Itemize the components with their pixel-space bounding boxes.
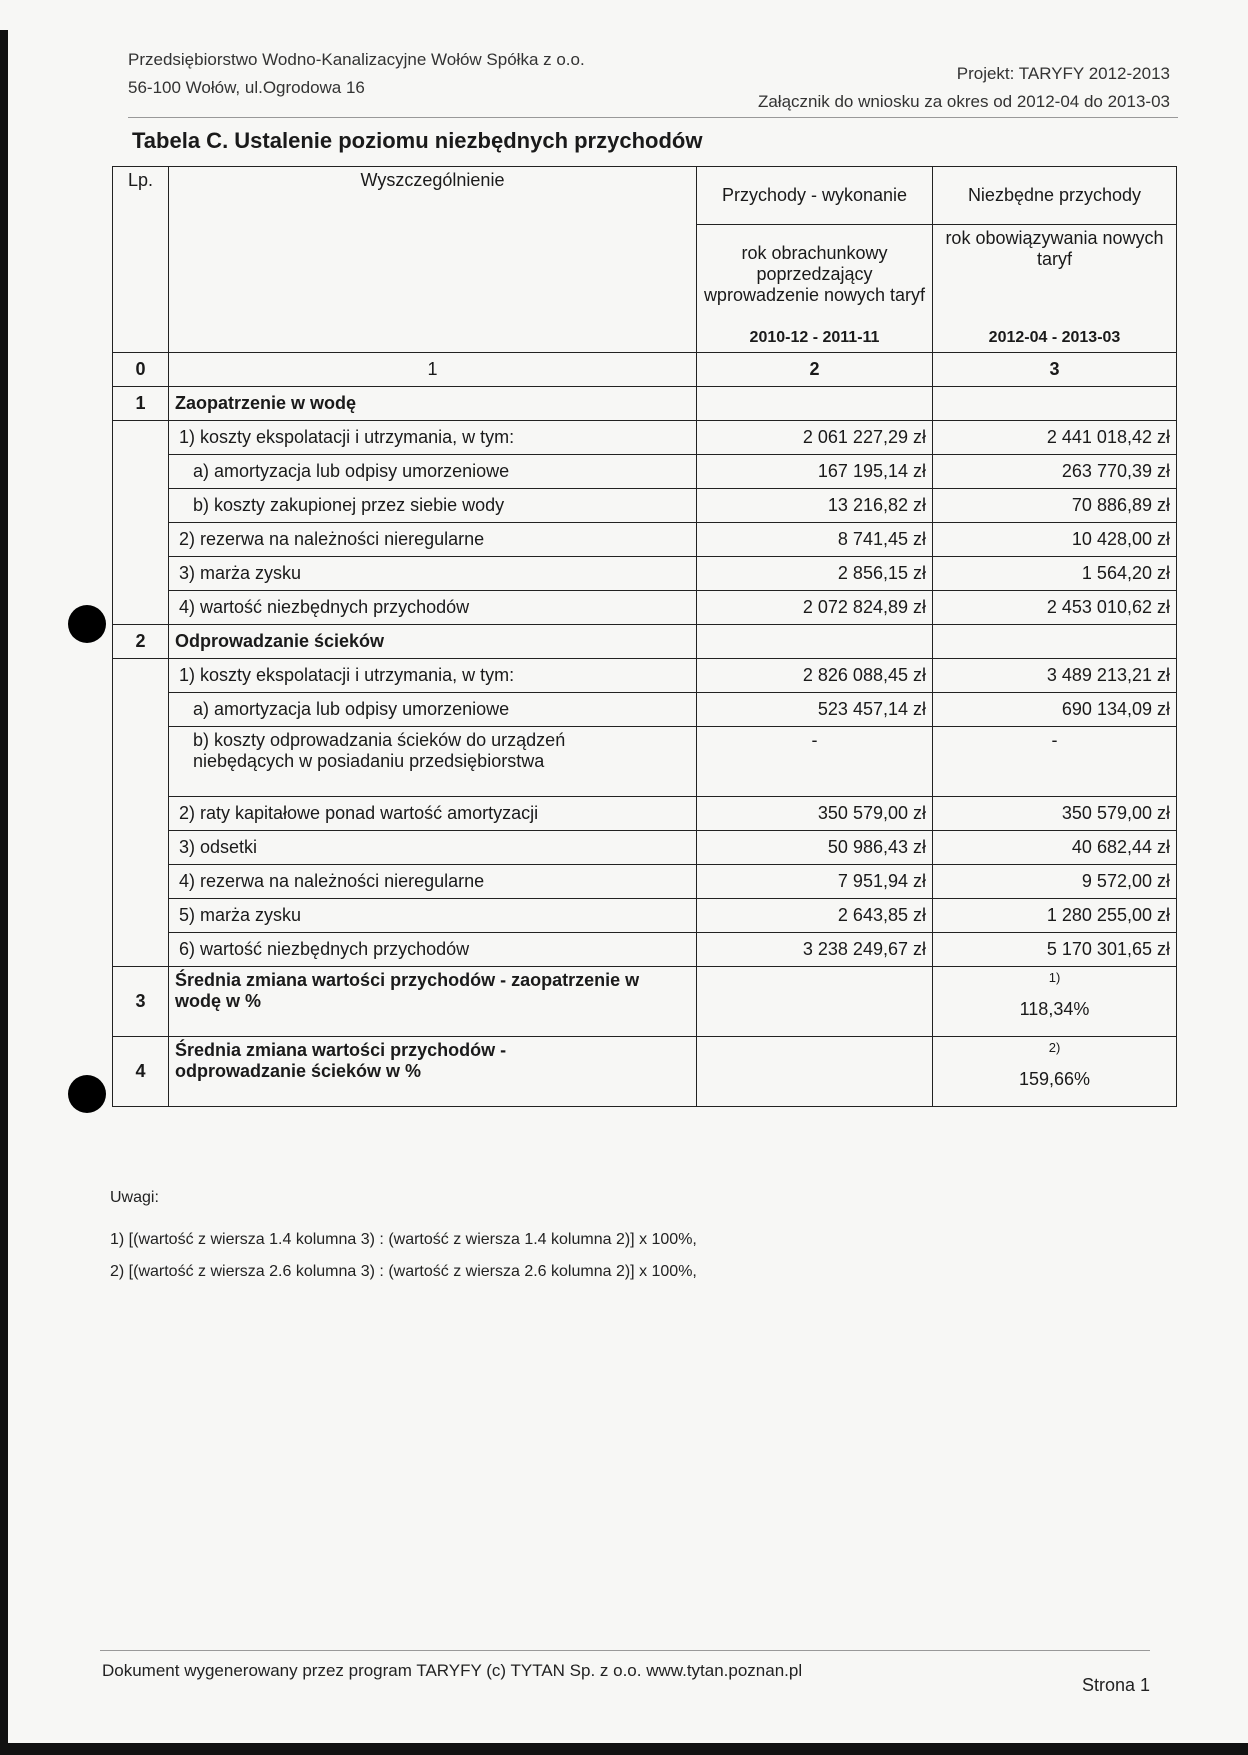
table-row xyxy=(113,557,1177,591)
value-exec: 50 986,43 zł xyxy=(697,831,933,865)
lp-spacer xyxy=(113,421,169,625)
row-label: 3) odsetki xyxy=(169,831,697,865)
row-label: 4) rezerwa na należności nieregularne xyxy=(169,865,697,899)
value-exec: 2 643,85 zł xyxy=(697,899,933,933)
period-need: 2012-04 - 2013-03 xyxy=(933,325,1177,353)
value-exec: 2 826 088,45 zł xyxy=(697,659,933,693)
table-row xyxy=(113,831,1177,865)
summary-lp: 3 xyxy=(113,967,169,1037)
header-rule xyxy=(128,117,1178,118)
footer-generated: Dokument wygenerowany przez program TARYFY (c) TYTAN Sp. z o.o. www.tytan.poznan.pl xyxy=(102,1661,803,1680)
row-label: 5) marża zysku xyxy=(169,899,697,933)
company-name: Przedsiębiorstwo Wodno-Kanalizacyjne Wołów Spółka z o.o. xyxy=(128,50,585,69)
value-need: 2 441 018,42 zł xyxy=(933,421,1177,455)
col-need-subheader: rok obowiązywania nowych taryf xyxy=(933,225,1177,325)
value-need: 9 572,00 zł xyxy=(933,865,1177,899)
row-label: b) koszty zakupionej przez siebie wody xyxy=(169,489,697,523)
col-need-header: Niezbędne przychody xyxy=(933,167,1177,225)
row-label: 2) raty kapitałowe ponad wartość amortyzacji xyxy=(169,797,697,831)
value-exec: 2 061 227,29 zł xyxy=(697,421,933,455)
value-need: 1 280 255,00 zł xyxy=(933,899,1177,933)
row-label: a) amortyzacja lub odpisy umorzeniowe xyxy=(169,455,697,489)
row-label: 2) rezerwa na należności nieregularne xyxy=(169,523,697,557)
value-exec: 3 238 249,67 zł xyxy=(697,933,933,967)
value-need: - xyxy=(933,727,1177,797)
value-need: 263 770,39 zł xyxy=(933,455,1177,489)
summary-value: 118,34% xyxy=(1019,999,1090,1019)
period-exec: 2010-12 - 2011-11 xyxy=(697,325,933,353)
colnum-0: 0 xyxy=(113,353,169,387)
table-row xyxy=(113,693,1177,727)
footnote-ref: 2) xyxy=(1048,1040,1061,1055)
row-label: 1) koszty ekspolatacji i utrzymania, w tym: xyxy=(169,659,697,693)
colnum-1: 1 xyxy=(169,353,697,387)
value-exec: - xyxy=(697,727,933,797)
attachment-period: Załącznik do wniosku za okres od 2012-04 do 2013-03 xyxy=(757,92,1170,111)
section-row-water xyxy=(113,387,1177,421)
value-exec: 8 741,45 zł xyxy=(697,523,933,557)
page-number: Strona 1 xyxy=(1081,1675,1150,1695)
row-label: 3) marża zysku xyxy=(169,557,697,591)
punch-hole xyxy=(68,605,106,643)
colnum-3: 3 xyxy=(933,353,1177,387)
notes-heading: Uwagi: xyxy=(110,1189,159,1206)
table-row xyxy=(113,489,1177,523)
value-need: 10 428,00 zł xyxy=(933,523,1177,557)
value-need: 350 579,00 zł xyxy=(933,797,1177,831)
section-lp: 2 xyxy=(113,625,169,659)
row-label: a) amortyzacja lub odpisy umorzeniowe xyxy=(169,693,697,727)
value-need: 2 453 010,62 zł xyxy=(933,591,1177,625)
footnote-ref: 1) xyxy=(1048,970,1061,985)
scan-edge-left xyxy=(0,30,8,1755)
col-exec-subheader: rok obrachunkowy poprzedzający wprowadzenie nowych taryf xyxy=(697,225,933,325)
table-row xyxy=(113,899,1177,933)
summary-label: Średnia zmiana wartości przychodów - odprowadzanie ścieków w % xyxy=(169,1037,697,1107)
row-label: 6) wartość niezbędnych przychodów xyxy=(169,933,697,967)
lp-spacer xyxy=(113,659,169,967)
project-name: Projekt: TARYFY 2012-2013 xyxy=(956,64,1170,83)
company-address: 56-100 Wołów, ul.Ogrodowa 16 xyxy=(128,78,365,97)
summary-row-sewage xyxy=(113,1037,1177,1107)
table-row xyxy=(113,455,1177,489)
summary-row-water xyxy=(113,967,1177,1037)
col-exec-header: Przychody - wykonanie xyxy=(697,167,933,225)
section-label: Odprowadzanie ścieków xyxy=(169,625,697,659)
col-desc-header: Wyszczególnienie xyxy=(169,167,697,353)
value-need: 3 489 213,21 zł xyxy=(933,659,1177,693)
column-number-row xyxy=(113,353,1177,387)
value-need: 70 886,89 zł xyxy=(933,489,1177,523)
value-exec: 2 072 824,89 zł xyxy=(697,591,933,625)
note-2: 2) [(wartość z wiersza 2.6 kolumna 3) : (wartość z wiersza 2.6 kolumna 2)] x 100%, xyxy=(110,1263,697,1280)
summary-label: Średnia zmiana wartości przychodów - zaopatrzenie w wodę w % xyxy=(169,967,697,1037)
table-row xyxy=(113,865,1177,899)
table-row xyxy=(113,591,1177,625)
value-need: 1 564,20 zł xyxy=(933,557,1177,591)
col-lp-header: Lp. xyxy=(113,167,169,353)
revenue-table xyxy=(112,166,1177,1107)
value-exec: 7 951,94 zł xyxy=(697,865,933,899)
value-need: 5 170 301,65 zł xyxy=(933,933,1177,967)
section-lp: 1 xyxy=(113,387,169,421)
table-row xyxy=(113,659,1177,693)
value-need: 40 682,44 zł xyxy=(933,831,1177,865)
table-row xyxy=(113,421,1177,455)
summary-value-cell xyxy=(933,1037,1177,1107)
table-row xyxy=(113,727,1177,797)
value-exec: 167 195,14 zł xyxy=(697,455,933,489)
table-row xyxy=(113,523,1177,557)
summary-lp: 4 xyxy=(113,1037,169,1107)
value-exec: 13 216,82 zł xyxy=(697,489,933,523)
table-row xyxy=(113,797,1177,831)
row-label: b) koszty odprowadzania ścieków do urządzeń niebędących w posiadaniu przedsiębiorstwa xyxy=(169,727,697,797)
table-header-row xyxy=(113,167,1177,225)
punch-hole xyxy=(68,1075,106,1113)
row-label: 4) wartość niezbędnych przychodów xyxy=(169,591,697,625)
value-exec: 2 856,15 zł xyxy=(697,557,933,591)
summary-value: 159,66% xyxy=(1018,1069,1091,1089)
note-1: 1) [(wartość z wiersza 1.4 kolumna 3) : (wartość z wiersza 1.4 kolumna 2)] x 100%, xyxy=(110,1231,697,1248)
value-need: 690 134,09 zł xyxy=(933,693,1177,727)
section-label: Zaopatrzenie w wodę xyxy=(169,387,697,421)
section-row-sewage xyxy=(113,625,1177,659)
summary-value-cell xyxy=(933,967,1177,1037)
page-title: Tabela C. Ustalenie poziomu niezbędnych przychodów xyxy=(132,128,703,153)
footer-rule xyxy=(100,1650,1150,1651)
colnum-2: 2 xyxy=(697,353,933,387)
value-exec: 523 457,14 zł xyxy=(697,693,933,727)
table-row xyxy=(113,933,1177,967)
value-exec: 350 579,00 zł xyxy=(697,797,933,831)
row-label: 1) koszty ekspolatacji i utrzymania, w tym: xyxy=(169,421,697,455)
scan-edge-bottom xyxy=(0,1743,1248,1755)
